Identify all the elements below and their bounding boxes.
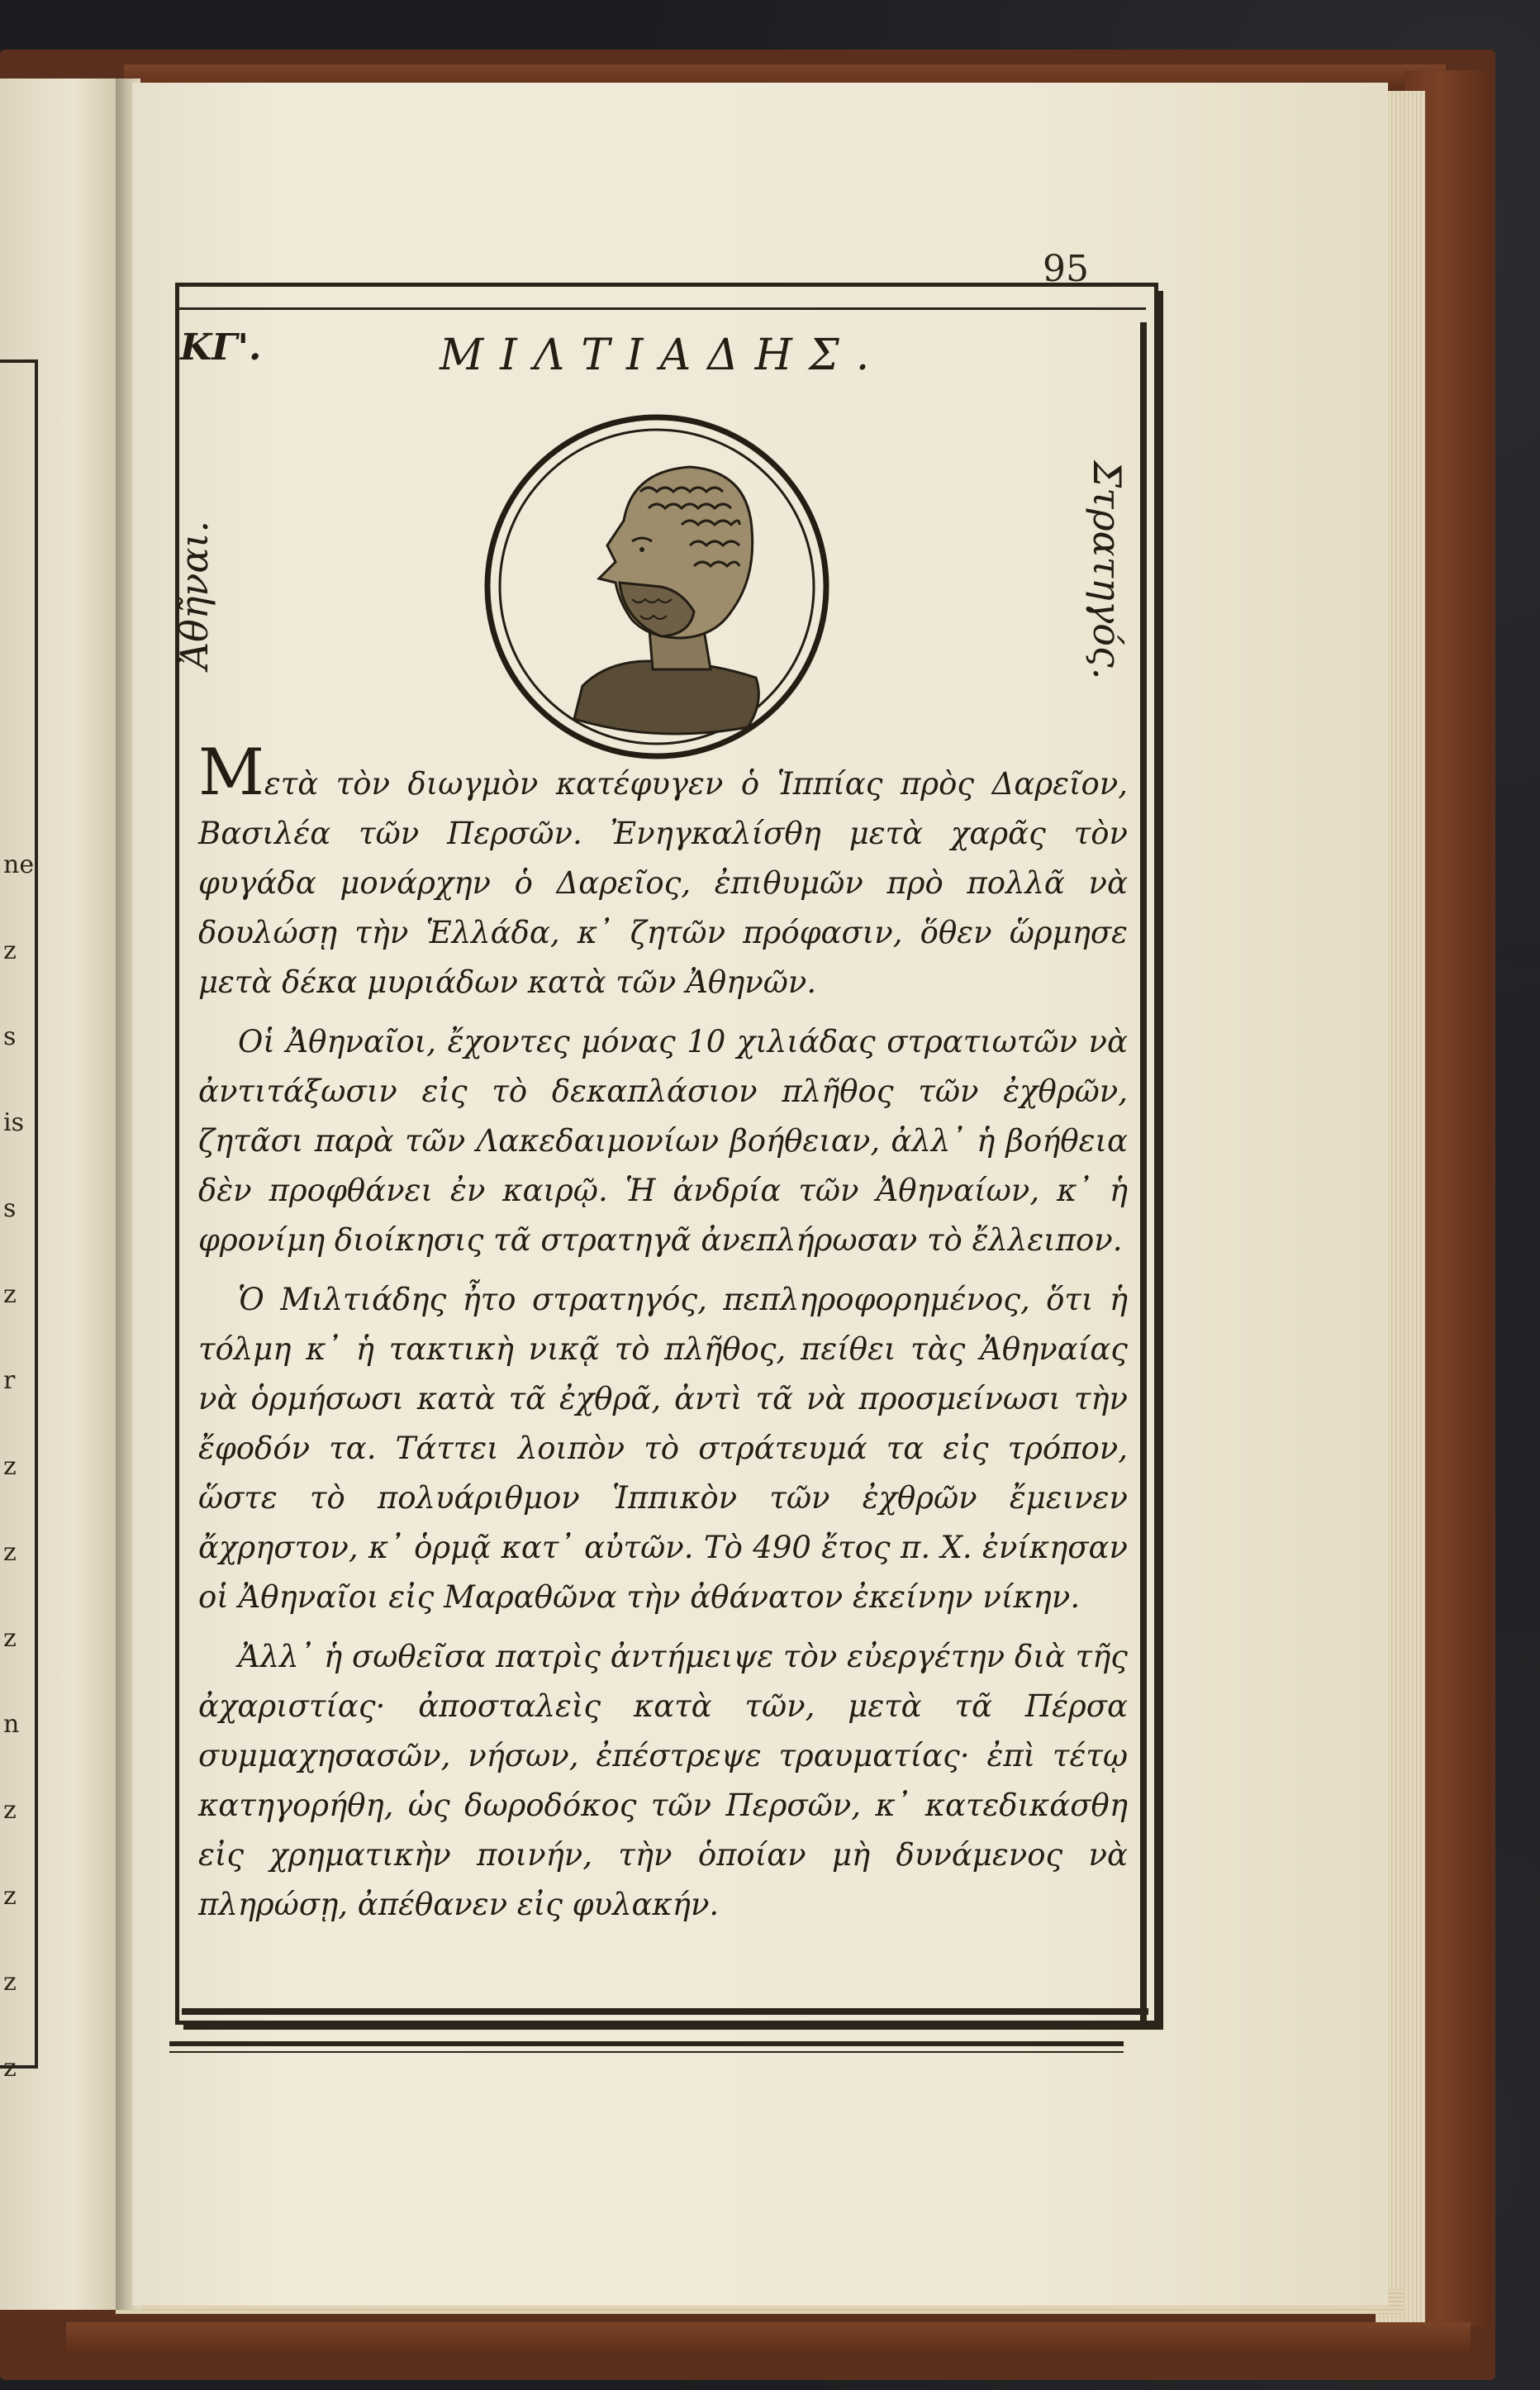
side-label-right: Στρατηγός. xyxy=(1085,460,1129,680)
drop-cap: Μ xyxy=(198,736,264,810)
left-glyph: z xyxy=(3,1452,17,1481)
left-glyph: z xyxy=(3,1624,17,1653)
cover-edge-bottom xyxy=(66,2322,1471,2355)
chapter-number: ΚΓ'. xyxy=(180,326,262,369)
paragraph-3: Ὁ Μιλτιάδης ἦτο στρατηγός, πεπληροφορημένος, ὅτι ἡ τόλμη κ᾽ ἡ τακτικὴ νικᾷ τὸ πλῆθος, πείθει τὰς Ἀθηναίας νὰ ὁρμήσωσι κατὰ τᾶ ἐχθρᾶ, ἀντὶ τᾶ νὰ προσμείνωσι τὴν ἔφοδόν τα. Τάττει λοιπὸν τὸ στράτευμά τα εἰς τρόπον, ὥστε τὸ πολυάριθμον Ἱππικὸν τῶν ἐχθρῶν ἔμεινεν ἄχρηστον, κ᾽ ὁρμᾷ κατ᾽ αὐτῶν. Τὸ 490 ἔτος π. Χ. ἐνίκησαν οἱ Ἀθηναῖοι εἰς Μαραθῶνα τὴν ἀθάνατον ἐκείνην νίκην. xyxy=(198,1282,1128,1615)
frame-shadow-bottom xyxy=(182,2008,1148,2015)
left-glyph: is xyxy=(3,1108,24,1137)
left-page xyxy=(0,79,124,2310)
left-glyph: s xyxy=(3,1022,17,1051)
bottom-rule xyxy=(169,2041,1124,2046)
left-glyph: ne xyxy=(3,850,35,879)
paragraph-1 xyxy=(198,736,1128,1007)
paragraph-1-text: ετὰ τὸν διωγμὸν κατέφυγεν ὁ Ἱππίας πρὸς Δαρεῖον, Βασιλέα τῶν Περσῶν. Ἐνηγκαλίσθη μετὰ χαρᾶς τὸν φυγάδα μονάρχην ὁ Δαρεῖος, ἐπιθυμῶν πρὸ πολλᾶ νὰ δουλώσῃ τὴν Ἑλλάδα, κ᾽ ζητῶν πρόφασιν, ὅθεν ὥρμησε μετὰ δέκα μυριάδων κατὰ τῶν Ἀθηνῶν. xyxy=(198,766,1128,1000)
paragraph-4: Ἀλλ᾽ ἡ σωθεῖσα πατρὶς ἀντήμειψε τὸν εὐεργέτην διὰ τῆς ἀχαριστίας· ἀποσταλεὶς κατὰ τῶν, μετὰ τᾶ Πέρσα συμμαχησασῶν, νήσων, ἐπέστρεψε τραυματίας· ἐπὶ τέτῳ κατηγορήθη, ὡς δωροδόκος τῶν Περσῶν, κ᾽ κατεδικάσθη εἰς χρηματικὴν ποινήν, τὴν ὁποίαν μὴ δυνάμενος νὰ πληρώσῃ, ἀπέθανεν εἰς φυλακήν. xyxy=(198,1639,1128,1922)
left-page-margin-text xyxy=(3,822,35,2111)
left-glyph: z xyxy=(3,1968,17,1997)
left-glyph: z xyxy=(3,2054,17,2083)
side-label-left: Ἀθῆναι. xyxy=(172,520,216,670)
left-glyph: z xyxy=(3,1538,17,1567)
bottom-rule-thin xyxy=(169,2051,1124,2053)
frame-header-rule xyxy=(175,307,1146,310)
article-body xyxy=(198,736,1128,1940)
left-glyph: z xyxy=(3,936,17,965)
frame-shadow-right xyxy=(1140,322,1147,2023)
left-glyph: z xyxy=(3,1882,17,1911)
page-title: ΜΙΛΤΙΑΔΗΣ. xyxy=(440,331,886,380)
left-glyph: z xyxy=(3,1280,17,1309)
left-glyph: n xyxy=(3,1710,20,1739)
bearded-man-medallion-icon xyxy=(483,413,830,760)
left-glyph: z xyxy=(3,1796,17,1825)
left-glyph: r xyxy=(3,1366,16,1395)
page-number: 95 xyxy=(1043,248,1089,290)
left-glyph: s xyxy=(3,1194,17,1223)
paragraph-2: Οἱ Ἀθηναῖοι, ἔχοντες μόνας 10 χιλιάδας στρατιωτῶν νὰ ἀντιτάξωσιν εἰς τὸ δεκαπλάσιον πλῆθος τῶν ἐχθρῶν, ζητᾶσι παρὰ τῶν Λακεδαιμονίων βοήθειαν, ἀλλ᾽ ἡ βοήθεια δὲν προφθάνει ἐν καιρῷ. Ἡ ἀνδρία τῶν Ἀθηναίων, κ᾽ ἡ φρονίμη διοίκησις τᾶ στρατηγᾶ ἀνεπλήρωσαν τὸ ἔλλειπον. xyxy=(198,1024,1128,1258)
